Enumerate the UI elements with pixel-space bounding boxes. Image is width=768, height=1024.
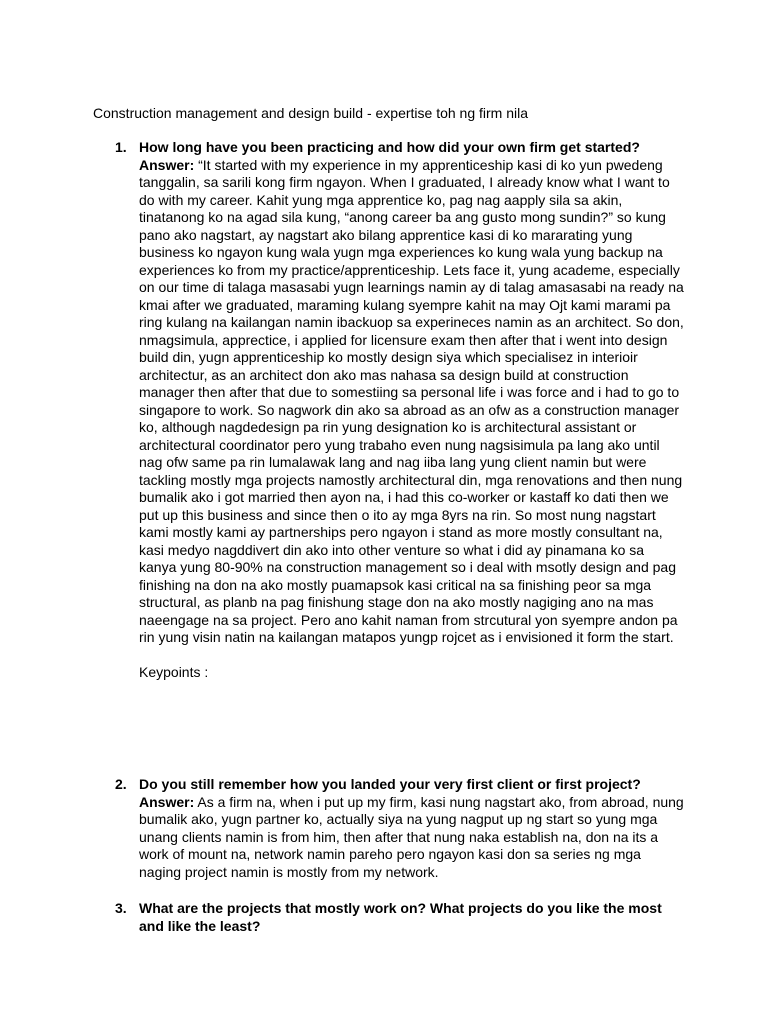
answer-label: Answer:: [139, 793, 195, 810]
question-text: How long have you been practicing and how did your own firm get started?: [139, 139, 640, 155]
question-text: Do you still remember how you landed your very first client or first project?: [139, 776, 641, 792]
answer-text: “It started with my experience in my apprenticeship kasi di ko yun pwedeng tanggalin, sa sarili kong firm ngayon. When I graduated, I already know what I want to do with my career. Kahit yung mga apprentice ko, pag nag aapply sila sa akin, tinatanong ko na agad sila kung, “anong career ba ang gusto mong sundin?” so kung pano ako nagstart, ay nagstart ako bilang apprentice kasi di ko mararating yung business ko ngayon kung wala yugn mga experiences ko kung wala yung backup na experiences ko from my practice/apprenticeship. Lets face it, yung academe, especially on our time di talaga masasabi yugn learnings namin ay di talag amasasabi na ready na kmai after we graduated, maraming kulang syempre kahit na may Ojt kami marami pa ring kulang na kailangan namin ibackuop sa experineces namin as an architect. So don, nmagsimula, apprectice, i applied for licensure exam then after that i went into design build din, yugn apprenticeship ko mostly design siya which specialisez in interioir architectur, as an architect don ako mas nahasa sa design build at construction manager then after that due to somestiing sa personal life i was force and i had to go to singapore to work. So nagwork din ako sa abroad as an ofw as a construction manager ko, although nagdedesign pa rin yung designation ko is architectural assistant or architectural coordinator pero yung trabaho even nung nagsisimula pa lang ako until nag ofw same pa rin lumalawak lang and nag iiba lang yung client namin but were tackling mostly mga projects namostly architectural din, mga renovations and then nung bumalik ako i got married then ayon na, i had this co-worker or kastaff ko dati then we put up this business and since then o ito ay mga 8yrs na rin. So most nung nagstart kami mostly kami ay partnerships pero ngayon i stand as more mostly consultant na, kasi medyo nagddivert din ako into other venture so what i did ay pinamana ko sa kanya yung 80-90% na construction management so i deal with msotly design and pag finishing na don na ako mostly puamapsok kasi critical na sa finishing peor sa mga structural, as planb na pag finishung stage don na ako mostly nagiging ano na mas naeengage na sa project. Pero ano kahit naman from strcutural yon syempre andon pa rin yung visin natin na kailangan matapos yungp rojcet as i envisioned it form the start.: [139, 156, 684, 645]
question-number: 3.: [115, 900, 127, 916]
keypoints-label: Keypoints :: [139, 664, 209, 680]
question-body: [139, 776, 685, 881]
question-text: What are the projects that mostly work on? What projects do you like the most and like the least?: [139, 900, 662, 934]
answer-paragraph: [139, 794, 685, 882]
answer-label: Answer:: [139, 156, 195, 173]
answer-paragraph: [139, 157, 685, 647]
question-body: [139, 139, 685, 682]
answer-text: As a firm na, when i put up my firm, kasi nung nagstart ako, from abroad, nung bumalik ako, yugn partner ko, actually siya na yung nagput up ng start so yung mga unang clients namin is from him, then after that nung naka establish na, don na its a work of mount na, network namin pareho pero ngayon kasi don sa series ng mga naging project namin is mostly from my network.: [139, 793, 684, 880]
question-body: [139, 900, 685, 935]
document-heading: Construction management and design build - expertise toh ng firm nila: [93, 105, 529, 121]
question-number: 2.: [115, 776, 127, 792]
question-item-2: [115, 776, 685, 881]
question-number: 1.: [115, 139, 127, 155]
question-item-1: [115, 139, 685, 682]
question-item-3: [115, 900, 685, 935]
